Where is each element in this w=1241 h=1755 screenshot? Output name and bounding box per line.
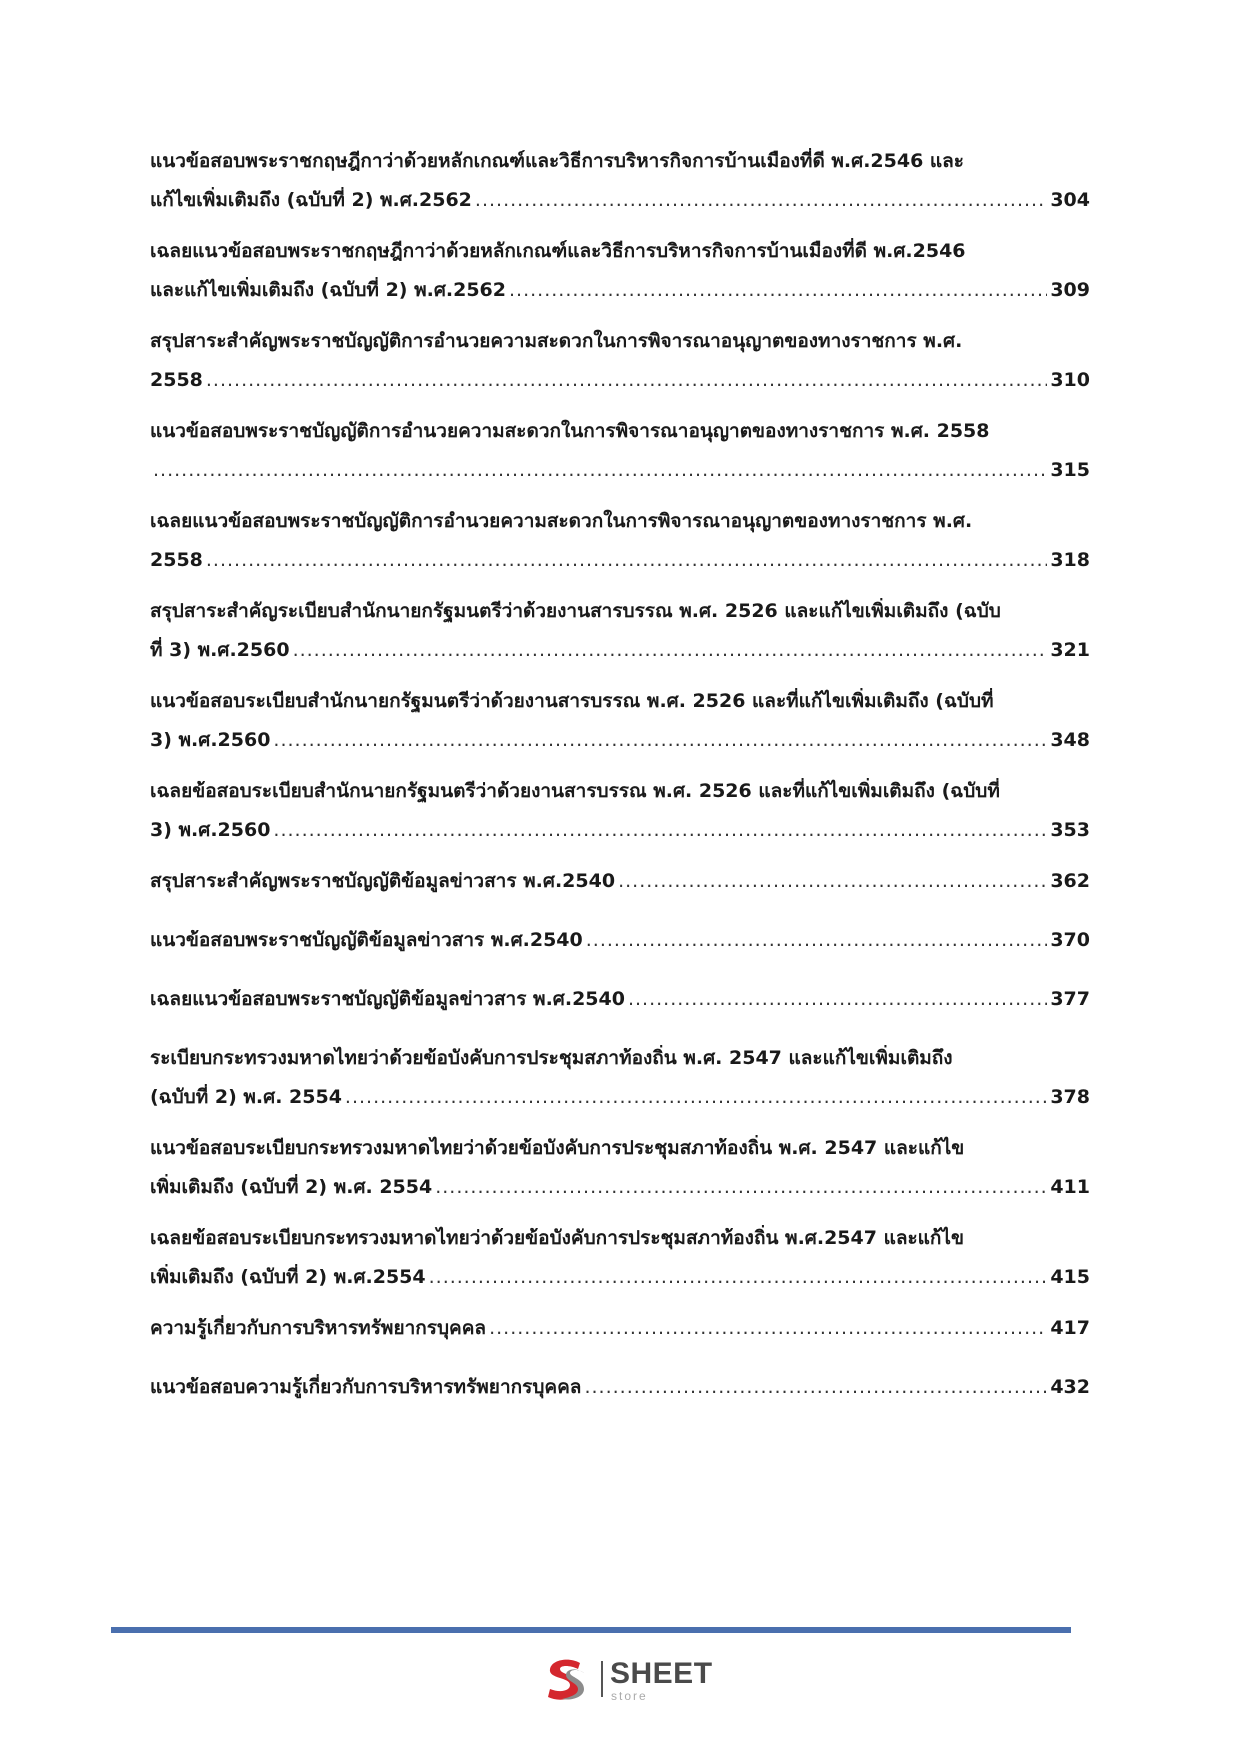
toc-leader-dots [628, 986, 1047, 1012]
toc-page-number: 348 [1050, 729, 1090, 751]
toc-entry-last-line [150, 547, 1090, 573]
toc-leader-dots [273, 727, 1047, 753]
toc-leader-dots [435, 1174, 1047, 1200]
toc-leader-dots [206, 367, 1047, 393]
toc-page-number: 370 [1050, 929, 1090, 951]
table-of-contents [150, 148, 1090, 1433]
toc-leader-dots [345, 1084, 1047, 1110]
toc-entry-title: และแก้ไขเพิ่มเติมถึง (ฉบับที่ 2) พ.ศ.2562 [150, 279, 506, 301]
toc-entry [150, 1045, 1090, 1110]
toc-entry [150, 688, 1090, 753]
toc-entry [150, 598, 1090, 663]
toc-entry-last-line [150, 1264, 1090, 1290]
toc-entry-title: สรุปสาระสำคัญระเบียบสำนักนายกรัฐมนตรีว่าด้วยงานสารบรรณ พ.ศ. 2526 และแก้ไขเพิ่มเติมถึง (ฉบับ [150, 600, 1001, 622]
toc-entry [150, 328, 1090, 393]
toc-page-number: 310 [1050, 369, 1090, 391]
toc-entry-title: เฉลยแนวข้อสอบพระราชบัญญัติการอำนวยความสะดวกในการพิจารณาอนุญาตของทางราชการ พ.ศ. [150, 510, 973, 532]
toc-entry [150, 1315, 1090, 1341]
toc-entry [150, 986, 1090, 1012]
toc-leader-dots [618, 868, 1047, 894]
toc-leader-dots [586, 927, 1048, 953]
toc-page-number: 432 [1050, 1376, 1090, 1398]
toc-entry-title: ระเบียบกระทรวงมหาดไทยว่าด้วยข้อบังคับการประชุมสภาท้องถิ่น พ.ศ. 2547 และแก้ไขเพิ่มเติมถึง [150, 1047, 953, 1069]
toc-page-number: 378 [1050, 1086, 1090, 1108]
toc-page-number: 411 [1050, 1176, 1090, 1198]
toc-entry-title: 2558 [150, 369, 203, 391]
toc-entry-title: แนวข้อสอบความรู้เกี่ยวกับการบริหารทรัพยากรบุคคล [150, 1376, 582, 1398]
toc-entry-title: เฉลยแนวข้อสอบพระราชกฤษฎีกาว่าด้วยหลักเกณฑ์และวิธีการบริหารกิจการบ้านเมืองที่ดี พ.ศ.2546 [150, 240, 966, 262]
footer-divider [111, 1627, 1071, 1633]
toc-entry-title: สรุปสาระสำคัญพระราชบัญญัติการอำนวยความสะดวกในการพิจารณาอนุญาตของทางราชการ พ.ศ. [150, 330, 963, 352]
toc-leader-dots [584, 1374, 1047, 1400]
toc-entry-title: 3) พ.ศ.2560 [150, 729, 271, 751]
toc-entry-title: 3) พ.ศ.2560 [150, 819, 271, 841]
toc-entry-title: ที่ 3) พ.ศ.2560 [150, 639, 290, 661]
logo-separator [601, 1661, 603, 1697]
toc-entry-title: 2558 [150, 549, 203, 571]
toc-entry [150, 778, 1090, 843]
toc-entry-title: แนวข้อสอบพระราชบัญญัติการอำนวยความสะดวกในการพิจารณาอนุญาตของทางราชการ พ.ศ. 2558 [150, 420, 990, 442]
toc-entry-title: เพิ่มเติมถึง (ฉบับที่ 2) พ.ศ.2554 [150, 1266, 426, 1288]
toc-entry-last-line [150, 1374, 1090, 1400]
toc-leader-dots [206, 547, 1047, 573]
toc-leader-dots [489, 1315, 1047, 1341]
toc-entry-last-line [150, 1084, 1090, 1110]
sheet-store-s-icon [540, 1655, 588, 1703]
toc-entry-title: เฉลยข้อสอบระเบียบกระทรวงมหาดไทยว่าด้วยข้อบังคับการประชุมสภาท้องถิ่น พ.ศ.2547 และแก้ไข [150, 1227, 964, 1249]
toc-entry-last-line [150, 277, 1090, 303]
toc-page-number: 321 [1050, 639, 1090, 661]
toc-entry [150, 238, 1090, 303]
toc-page-number: 377 [1050, 988, 1090, 1010]
toc-page-number: 318 [1050, 549, 1090, 571]
toc-entry-last-line [150, 457, 1090, 483]
toc-entry-title: เพิ่มเติมถึง (ฉบับที่ 2) พ.ศ. 2554 [150, 1176, 433, 1198]
toc-entry-last-line [150, 1315, 1090, 1341]
toc-entry-title: ความรู้เกี่ยวกับการบริหารทรัพยากรบุคคล [150, 1317, 487, 1339]
toc-entry [150, 508, 1090, 573]
toc-entry-last-line [150, 637, 1090, 663]
toc-page-number: 353 [1050, 819, 1090, 841]
logo-subtitle: store [611, 1689, 648, 1703]
toc-entry-title: (ฉบับที่ 2) พ.ศ. 2554 [150, 1086, 342, 1108]
toc-leader-dots [429, 1264, 1048, 1290]
toc-entry-last-line [150, 1174, 1090, 1200]
toc-page-number: 315 [1050, 459, 1090, 481]
toc-entry-title: เฉลยข้อสอบระเบียบสำนักนายกรัฐมนตรีว่าด้วยงานสารบรรณ พ.ศ. 2526 และที่แก้ไขเพิ่มเติมถึง (ฉบับที่ [150, 780, 1000, 802]
toc-entry [150, 1225, 1090, 1290]
sheet-store-logo [540, 1655, 720, 1705]
toc-leader-dots [153, 457, 1047, 483]
toc-entry-title: แก้ไขเพิ่มเติมถึง (ฉบับที่ 2) พ.ศ.2562 [150, 189, 472, 211]
toc-leader-dots [475, 187, 1047, 213]
toc-leader-dots [273, 817, 1047, 843]
toc-entry [150, 418, 1090, 483]
toc-page-number: 417 [1050, 1317, 1090, 1339]
toc-entry-title: แนวข้อสอบพระราชบัญญัติข้อมูลข่าวสาร พ.ศ.2540 [150, 929, 583, 951]
toc-entry-title: แนวข้อสอบระเบียบกระทรวงมหาดไทยว่าด้วยข้อบังคับการประชุมสภาท้องถิ่น พ.ศ. 2547 และแก้ไข [150, 1137, 965, 1159]
toc-entry-last-line [150, 927, 1090, 953]
toc-entry-last-line [150, 986, 1090, 1012]
toc-page-number: 415 [1050, 1266, 1090, 1288]
toc-entry [150, 148, 1090, 213]
toc-page-number: 304 [1050, 189, 1090, 211]
toc-entry-last-line [150, 817, 1090, 843]
toc-leader-dots [293, 637, 1048, 663]
toc-entry-title: เฉลยแนวข้อสอบพระราชบัญญัติข้อมูลข่าวสาร พ.ศ.2540 [150, 988, 625, 1010]
toc-entry-title: สรุปสาระสำคัญพระราชบัญญัติข้อมูลข่าวสาร พ.ศ.2540 [150, 870, 616, 892]
toc-entry-last-line [150, 367, 1090, 393]
logo-wordmark: SHEET [610, 1657, 713, 1690]
toc-entry [150, 1374, 1090, 1400]
toc-leader-dots [509, 277, 1047, 303]
toc-page-number: 362 [1050, 870, 1090, 892]
toc-page-number: 309 [1050, 279, 1090, 301]
toc-entry [150, 1135, 1090, 1200]
toc-entry-last-line [150, 187, 1090, 213]
toc-entry-title: แนวข้อสอบพระราชกฤษฎีกาว่าด้วยหลักเกณฑ์และวิธีการบริหารกิจการบ้านเมืองที่ดี พ.ศ.2546 และ [150, 150, 965, 172]
toc-entry-title: แนวข้อสอบระเบียบสำนักนายกรัฐมนตรีว่าด้วยงานสารบรรณ พ.ศ. 2526 และที่แก้ไขเพิ่มเติมถึง (ฉบับที่ [150, 690, 994, 712]
toc-entry-last-line [150, 727, 1090, 753]
toc-entry [150, 868, 1090, 894]
toc-entry [150, 927, 1090, 953]
toc-entry-last-line [150, 868, 1090, 894]
